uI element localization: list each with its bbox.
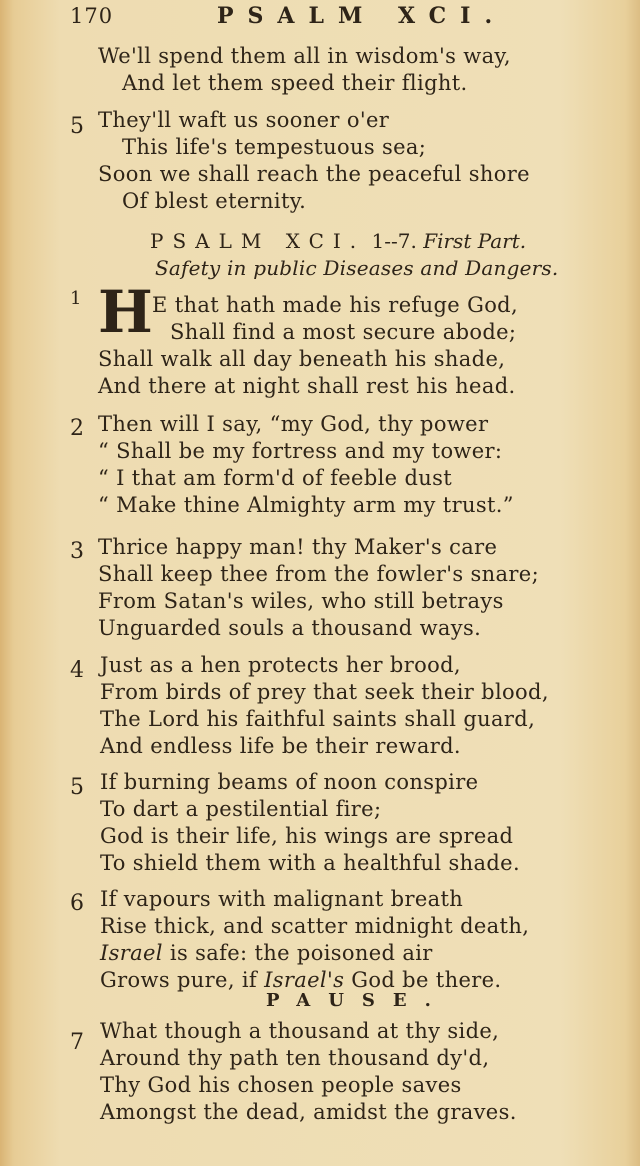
verse-text: Grows pure, if xyxy=(100,968,265,992)
psalm-title-caps: PSALM XCI. xyxy=(150,229,366,253)
verse-line: And let them speed their flight. xyxy=(122,71,468,95)
verse-line: “ I that am form'd of feeble dust xyxy=(98,466,453,490)
verse-line: E that hath made his refuge God, xyxy=(152,293,519,317)
verse-line: Amongst the dead, amidst the graves. xyxy=(100,1100,517,1124)
drop-cap: H xyxy=(98,278,153,346)
verse-line: Around thy path ten thousand dy'd, xyxy=(100,1046,490,1070)
page-number: 170 xyxy=(70,4,114,28)
verse-line: Of blest eternity. xyxy=(122,189,307,213)
verse-line: “ Shall be my fortress and my tower: xyxy=(98,439,503,463)
verse-number: 4 xyxy=(70,658,84,683)
verse-line: Shall walk all day beneath his shade, xyxy=(98,347,506,371)
page-header xyxy=(0,2,640,32)
verse-line: Then will I say, “my God, thy power xyxy=(98,412,489,436)
verse-number: 3 xyxy=(70,539,84,564)
verse-number: 7 xyxy=(70,1030,84,1055)
verse-line: To dart a pestilential fire; xyxy=(100,797,382,821)
verse-line: Just as a hen protects her brood, xyxy=(100,653,461,677)
verse-line: Thy God his chosen people saves xyxy=(100,1073,462,1097)
verse-line: To shield them with a healthful shade. xyxy=(100,851,520,875)
verse-line: And endless life be their reward. xyxy=(100,734,461,758)
verse-line: This life's tempestuous sea; xyxy=(122,135,427,159)
verse-text: is safe: the poisoned air xyxy=(162,941,433,965)
psalm-title-part: First Part. xyxy=(423,229,527,253)
verse-line: We'll spend them all in wisdom's way, xyxy=(98,44,511,68)
verse-line: If burning beams of noon conspire xyxy=(100,770,479,794)
verse-text: God be there. xyxy=(344,968,502,992)
verse-number: 5 xyxy=(70,775,84,800)
verse-number: 5 xyxy=(70,114,84,139)
running-head: PSALM XCI. xyxy=(217,3,507,29)
psalm-title xyxy=(150,229,526,253)
psalm-subtitle: Safety in public Diseases and Dangers. xyxy=(155,256,559,280)
verse-line: “ Make thine Almighty arm my trust.” xyxy=(98,493,514,517)
verse-line: God is their life, his wings are spread xyxy=(100,824,514,848)
verse-line: Rise thick, and scatter midnight death, xyxy=(100,914,530,938)
verse-line: Soon we shall reach the peaceful shore xyxy=(98,162,530,186)
verse-line: And there at night shall rest his head. xyxy=(98,374,516,398)
verse-line: Unguarded souls a thousand ways. xyxy=(98,616,482,640)
verse-line: They'll waft us sooner o'er xyxy=(98,108,390,132)
verse-line: The Lord his faithful saints shall guard, xyxy=(100,707,536,731)
verse-line: Thrice happy man! thy Maker's care xyxy=(98,535,498,559)
verse-line: From birds of prey that seek their blood, xyxy=(100,680,549,704)
verse-line xyxy=(100,968,501,992)
verse-line: What though a thousand at thy side, xyxy=(100,1019,500,1043)
verse-line: Shall keep thee from the fowler's snare; xyxy=(98,562,540,586)
verse-italic-word: Israel xyxy=(100,941,163,965)
verse-line: Shall find a most secure abode; xyxy=(170,320,517,344)
verse-number: 1 xyxy=(70,288,82,309)
verse-italic-word: Israel's xyxy=(264,968,345,992)
psalm-title-reference: 1--7. xyxy=(371,229,417,253)
verse-number: 2 xyxy=(70,416,84,441)
verse-line xyxy=(100,941,433,965)
verse-line: If vapours with malignant breath xyxy=(100,887,464,911)
verse-number: 6 xyxy=(70,891,84,916)
verse-line: From Satan's wiles, who still betrays xyxy=(98,589,504,613)
pause-heading: PAUSE. xyxy=(266,990,449,1011)
